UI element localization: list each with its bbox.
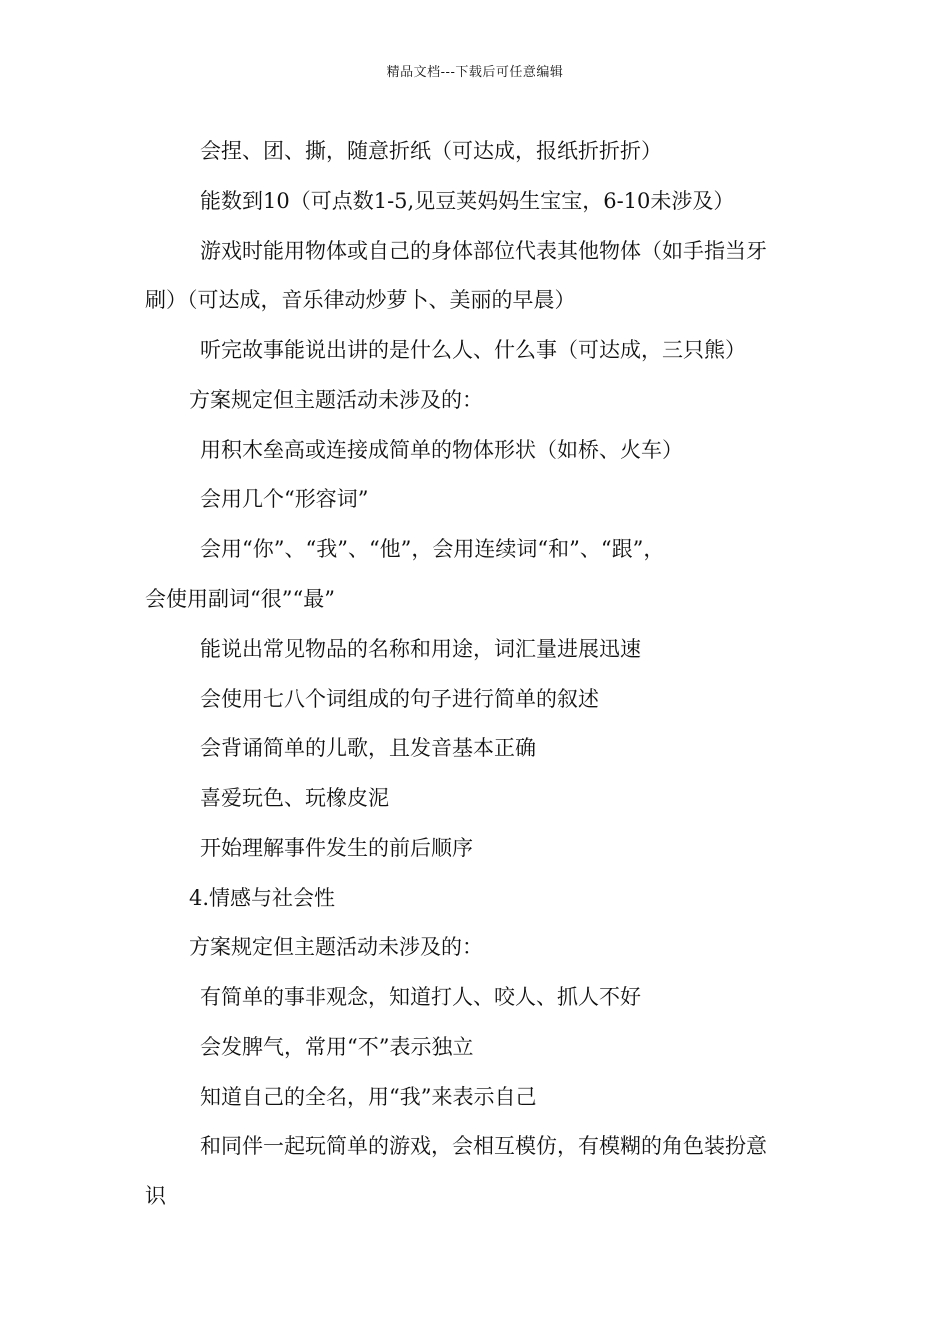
text-line: 听完故事能说出讲的是什么人、什么事（可达成，三只熊） (200, 338, 746, 362)
text-line: 会使用七八个词组成的句子进行简单的叙述 (200, 687, 599, 711)
text-line: 能说出常见物品的名称和用途，词汇量进展迅速 (200, 637, 641, 661)
text-line: 游戏时能用物体或自己的身体部位代表其他物体（如手指当牙 (200, 239, 767, 263)
text-line: 会用几个“形容词” (200, 487, 369, 511)
section-heading: 4.情感与社会性 (189, 886, 336, 910)
text-line: 识 (145, 1184, 166, 1208)
text-line: 喜爱玩色、玩橡皮泥 (200, 786, 389, 810)
section-heading: 方案规定但主题活动未涉及的： (189, 935, 483, 959)
text-line: 会使用副词“很”“最” (145, 587, 335, 611)
text-line: 会捏、团、撕，随意折纸（可达成，报纸折折折） (200, 139, 662, 163)
text-line: 能数到10（可点数1-5,见豆荚妈妈生宝宝，6-10未涉及） (200, 189, 735, 213)
page-header: 精品文档---下载后可任意编辑 (386, 65, 564, 80)
text-line: 刷）（可达成，音乐律动炒萝卜、美丽的早晨） (145, 288, 576, 312)
text-line: 会背诵简单的儿歌，且发音基本正确 (200, 736, 536, 760)
text-line: 有简单的事非观念，知道打人、咬人、抓人不好 (200, 985, 641, 1009)
text-line: 会用“你”、“我”、“他”，会用连续词“和”、“跟”， (200, 537, 665, 561)
text-line: 会发脾气，常用“不”表示独立 (200, 1035, 474, 1059)
text-line: 开始理解事件发生的前后顺序 (200, 836, 473, 860)
text-line: 知道自己的全名，用“我”来表示自己 (200, 1085, 537, 1109)
section-heading: 方案规定但主题活动未涉及的： (189, 388, 483, 412)
text-line: 和同伴一起玩简单的游戏，会相互模仿，有模糊的角色装扮意 (200, 1134, 767, 1158)
text-line: 用积木垒高或连接成简单的物体形状（如桥、火车） (200, 438, 683, 462)
